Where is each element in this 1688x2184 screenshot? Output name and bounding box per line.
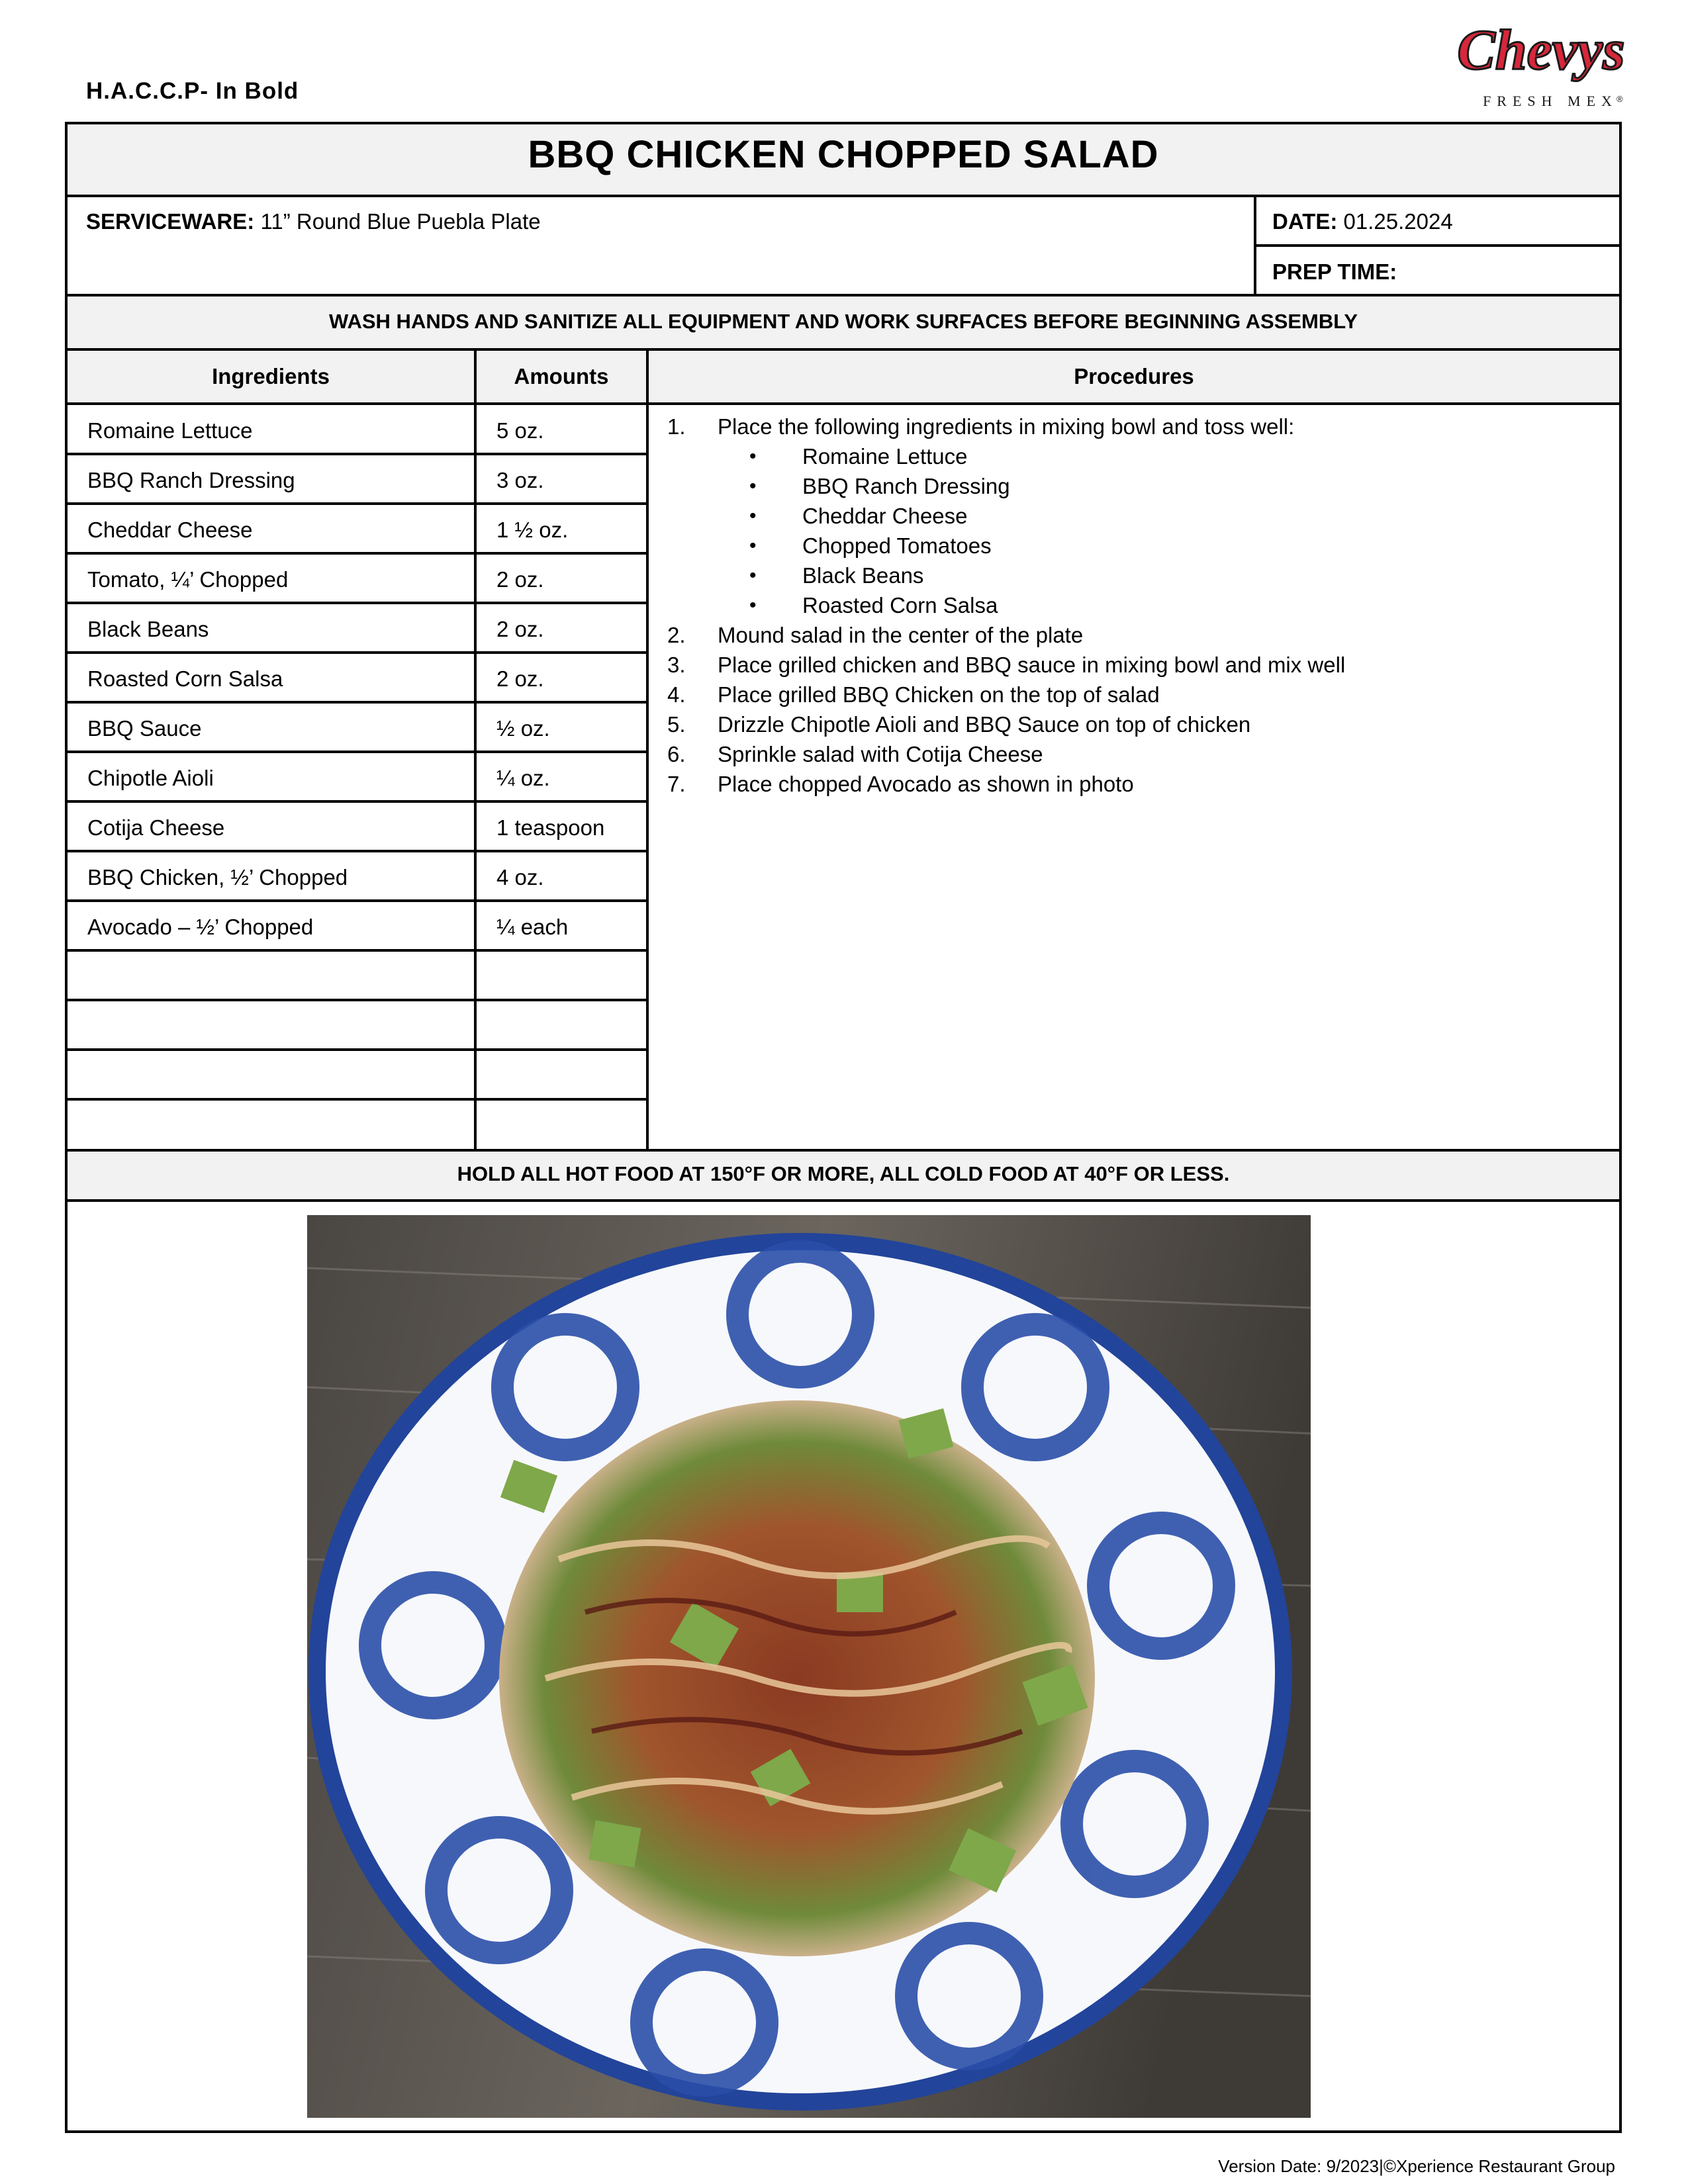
bullet-icon: •	[749, 445, 757, 467]
ingredient-name: Cheddar Cheese	[87, 518, 253, 542]
recipe-title: BBQ CHICKEN CHOPPED SALAD	[528, 133, 1159, 176]
date-value: 01.25.2024	[1337, 209, 1453, 234]
row-divider	[65, 552, 647, 555]
date-field	[1272, 209, 1453, 234]
procedure-step-text: Place chopped Avocado as shown in photo	[718, 772, 1134, 796]
salad-photo	[307, 1215, 1311, 2118]
row-divider	[65, 1098, 647, 1101]
bullet-icon: •	[749, 475, 757, 497]
bullet-icon: •	[749, 505, 757, 527]
row-divider	[65, 1048, 647, 1051]
ingredient-name: Avocado – ½’ Chopped	[87, 915, 314, 939]
row-divider	[65, 651, 647, 654]
procedure-bullet-item: Cheddar Cheese	[802, 504, 968, 528]
procedure-bullet-item: BBQ Ranch Dressing	[802, 474, 1010, 498]
procedure-step-number: 5.	[667, 712, 686, 737]
ingredient-amount: ¼ each	[496, 915, 569, 939]
procedure-step-text: Drizzle Chipotle Aioli and BBQ Sauce on top of chicken	[718, 712, 1251, 737]
ingredient-amount: 2 oz.	[496, 617, 544, 641]
row-divider	[65, 701, 647, 704]
hold-temperature-notice: HOLD ALL HOT FOOD AT 150°F OR MORE, ALL COLD FOOD AT 40°F OR LESS.	[457, 1162, 1230, 1185]
amounts-header: Amounts	[514, 364, 609, 388]
row-divider	[65, 949, 647, 952]
ingredient-amount: 5 oz.	[496, 418, 544, 443]
row-divider	[65, 502, 647, 505]
row-divider	[65, 751, 647, 753]
row-divider	[65, 999, 647, 1001]
ingredients-header: Ingredients	[212, 364, 330, 388]
ingredient-amount: 2 oz.	[496, 567, 544, 592]
ingredient-name: BBQ Sauce	[87, 716, 202, 741]
ingredient-name: BBQ Chicken, ½’ Chopped	[87, 865, 348, 889]
date-label: DATE:	[1272, 209, 1338, 234]
ingredient-amount: 4 oz.	[496, 865, 544, 889]
row-divider	[65, 800, 647, 803]
ingredient-amount: 3 oz.	[496, 468, 544, 492]
serviceware-value: 11” Round Blue Puebla Plate	[254, 209, 541, 234]
procedure-step-number: 6.	[667, 742, 686, 766]
logo-registered-mark: ®	[1617, 94, 1623, 104]
bullet-icon: •	[749, 565, 757, 586]
ingredient-name: Chipotle Aioli	[87, 766, 214, 790]
ingredient-amount: ¼ oz.	[496, 766, 550, 790]
wash-hands-notice: WASH HANDS AND SANITIZE ALL EQUIPMENT AND WORK SURFACES BEFORE BEGINNING ASSEMBLY	[328, 310, 1358, 333]
procedure-step-text: Place grilled chicken and BBQ sauce in mixing bowl and mix well	[718, 653, 1346, 677]
logo-tagline: FRESH MEX	[1483, 93, 1618, 109]
procedure-bullet-item: Black Beans	[802, 563, 924, 588]
procedures-header: Procedures	[1074, 364, 1194, 388]
ingredient-amount: 1 ½ oz.	[496, 518, 569, 542]
ingredient-name: Tomato, ¼’ Chopped	[87, 567, 289, 592]
procedure-step-text: Place grilled BBQ Chicken on the top of salad	[718, 682, 1160, 707]
ingredient-amount: 1 teaspoon	[496, 815, 605, 840]
version-date: Version Date: 9/2023|©Xperience Restaurant Group	[1218, 2156, 1615, 2176]
ingredient-amount: 2 oz.	[496, 666, 544, 691]
ingredient-name: Romaine Lettuce	[87, 418, 253, 443]
procedure-step-number: 1.	[667, 414, 686, 439]
procedure-step-text: Mound salad in the center of the plate	[718, 623, 1084, 647]
bullet-icon: •	[749, 594, 757, 616]
row-divider	[65, 899, 647, 902]
procedure-bullet-item: Romaine Lettuce	[802, 444, 968, 469]
procedure-bullet-item: Roasted Corn Salsa	[802, 593, 998, 617]
ingredient-name: BBQ Ranch Dressing	[87, 468, 295, 492]
procedure-bullet-item: Chopped Tomatoes	[802, 533, 992, 558]
bullet-icon: •	[749, 535, 757, 557]
chevys-logo	[1456, 8, 1628, 114]
logo-wordmark: Chevys	[1457, 18, 1625, 81]
procedure-step-number: 4.	[667, 682, 686, 707]
serviceware-label: SERVICEWARE:	[86, 209, 255, 234]
ingredient-name: Roasted Corn Salsa	[87, 666, 283, 691]
serviceware-field	[86, 209, 541, 234]
ingredient-name: Black Beans	[87, 617, 209, 641]
haccp-note: H.A.C.C.P- In Bold	[86, 78, 299, 104]
procedure-step-number: 7.	[667, 772, 686, 796]
ingredient-name: Cotija Cheese	[87, 815, 225, 840]
procedure-step-number: 2.	[667, 623, 686, 647]
procedure-step-number: 3.	[667, 653, 686, 677]
procedure-step-text: Sprinkle salad with Cotija Cheese	[718, 742, 1043, 766]
row-divider	[65, 453, 647, 455]
row-divider	[65, 850, 647, 852]
procedure-step-text: Place the following ingredients in mixing bowl and toss well:	[718, 414, 1295, 439]
row-divider	[65, 602, 647, 604]
prep-time-label: PREP TIME:	[1272, 259, 1397, 284]
ingredient-amount: ½ oz.	[496, 716, 550, 741]
